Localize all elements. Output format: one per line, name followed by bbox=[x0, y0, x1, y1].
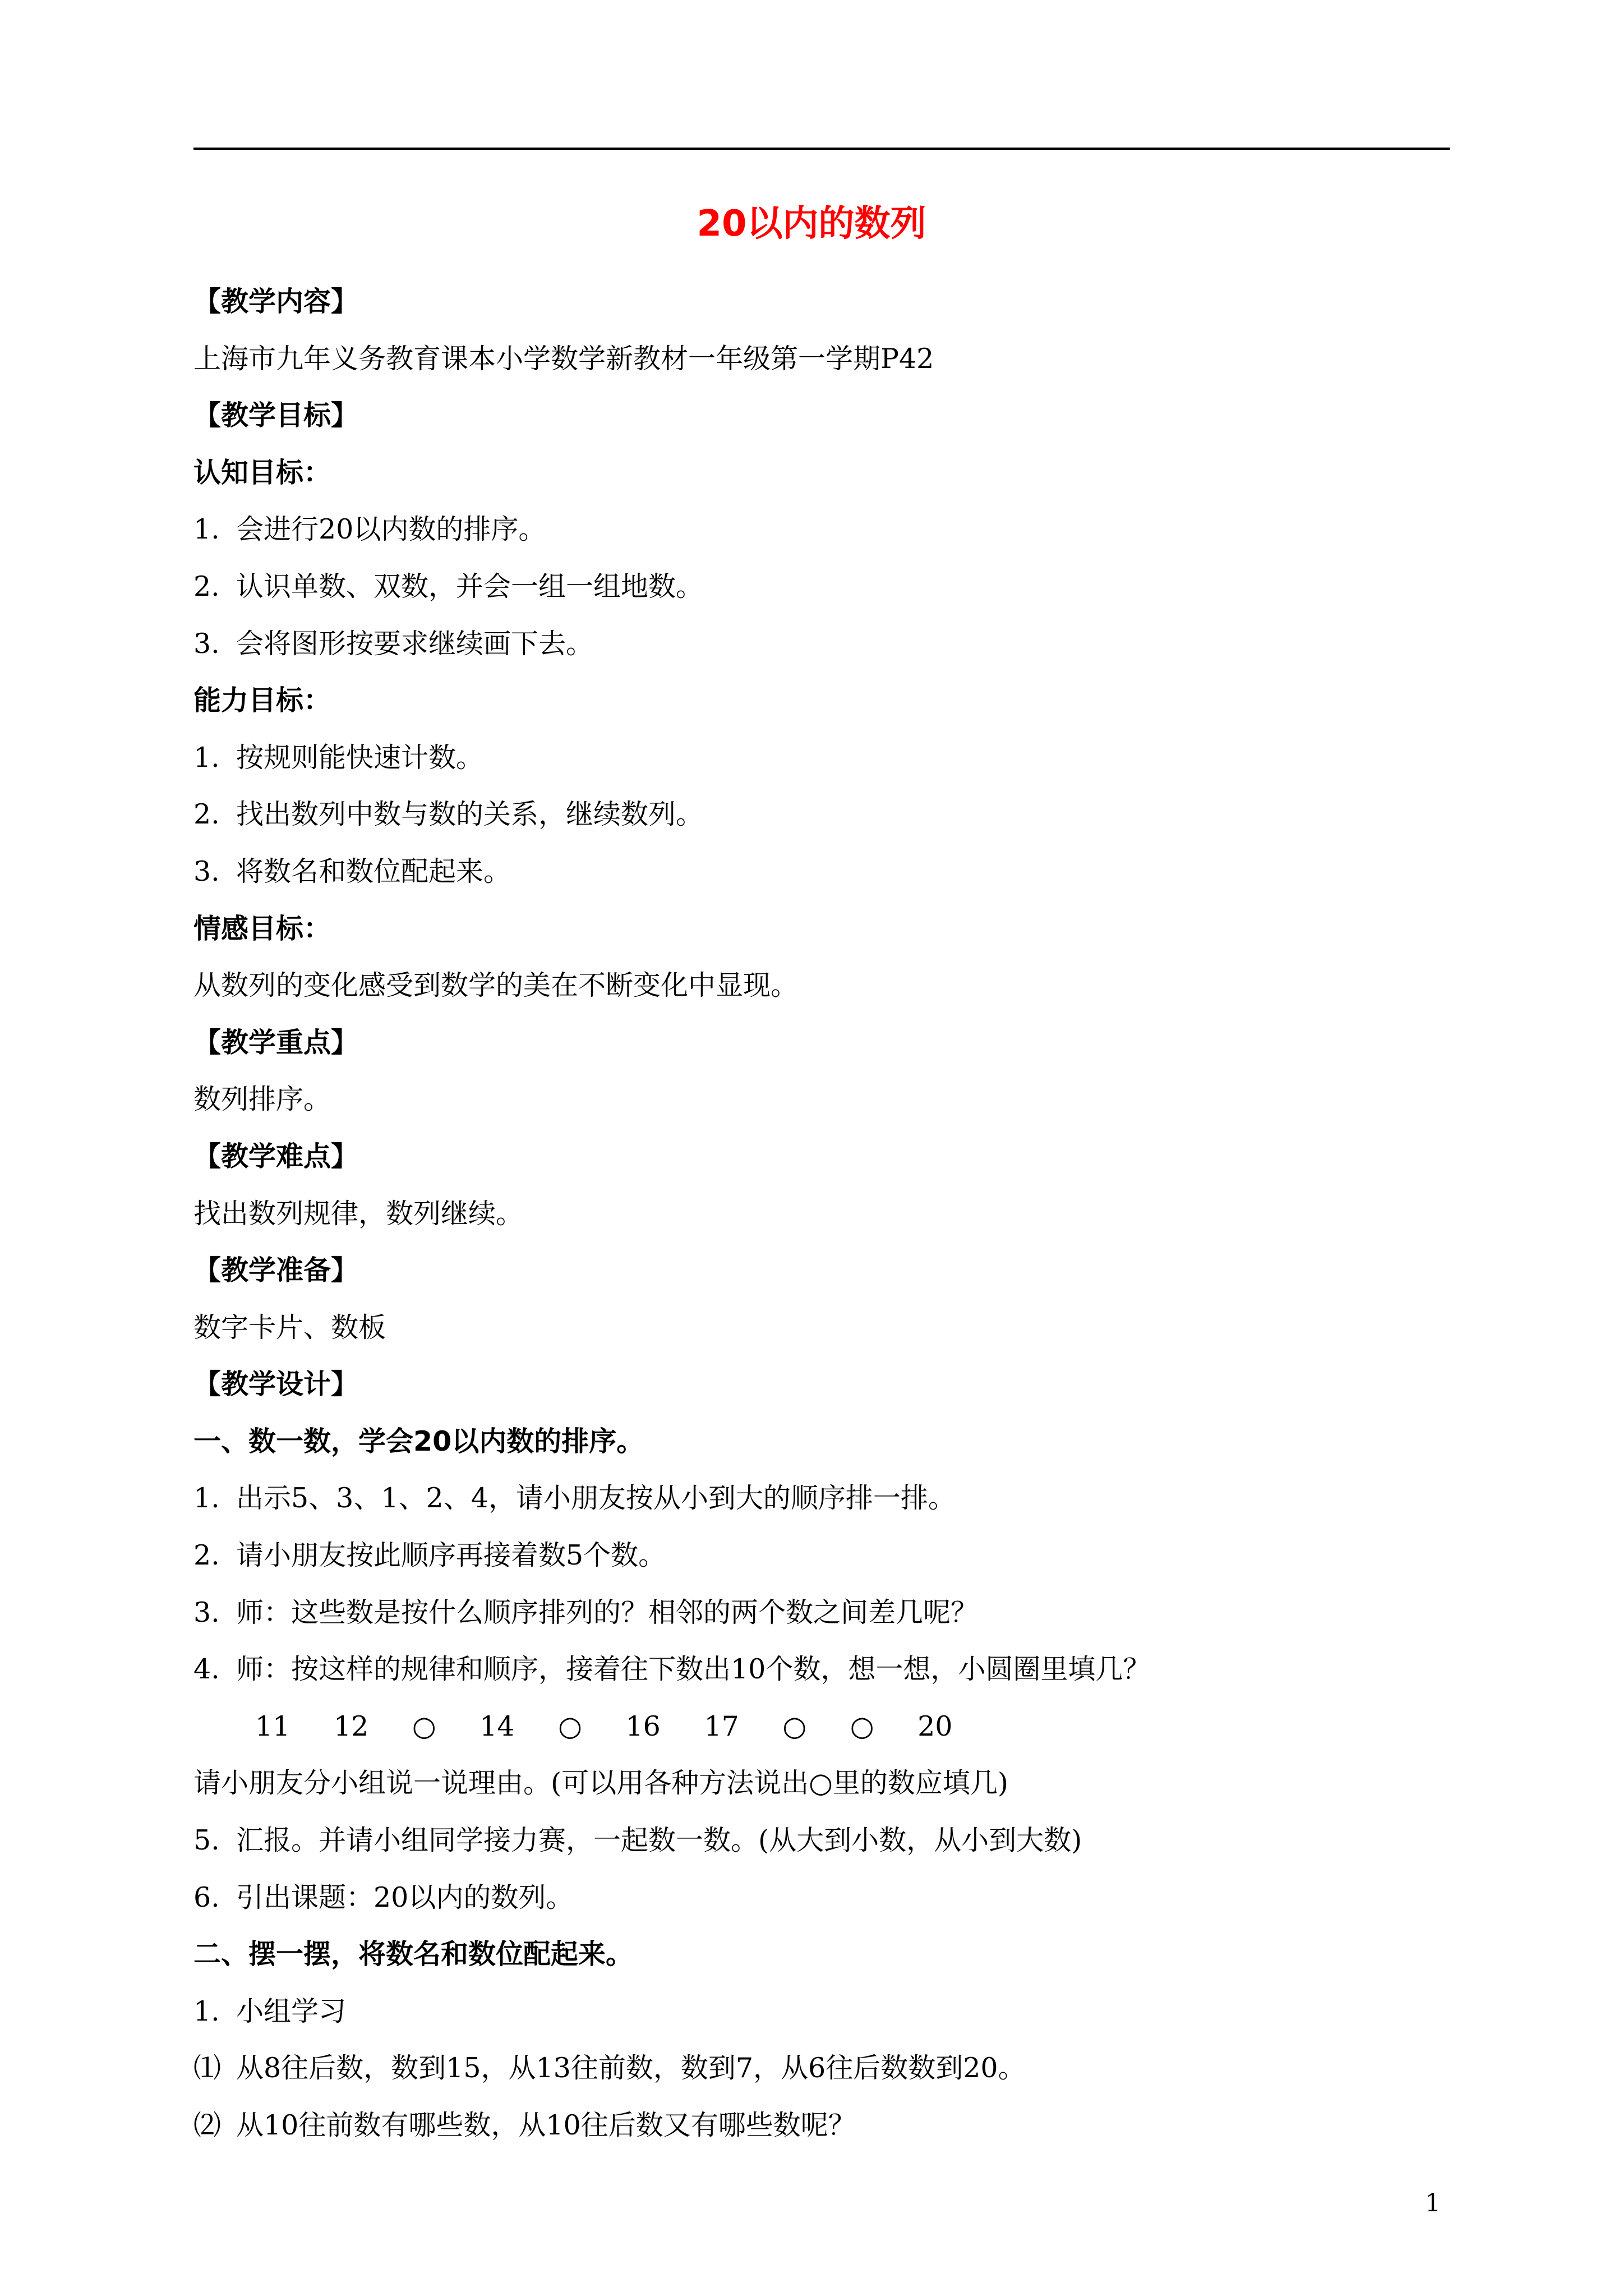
list-item bbox=[193, 1470, 1450, 1527]
content-text: 上海市九年义务教育课本小学数学新教材一年级第一学期P42 bbox=[193, 342, 934, 375]
list-number: 6. bbox=[193, 1881, 220, 1913]
list-number: 5. bbox=[193, 1824, 220, 1857]
list-item bbox=[193, 1584, 1450, 1641]
list-number: 1. bbox=[193, 1482, 220, 1515]
list-text: 找出数列中数与数的关系，继续数列。 bbox=[236, 798, 704, 831]
document-body bbox=[193, 273, 1450, 2154]
list-item bbox=[193, 1641, 1450, 1698]
list-item bbox=[193, 615, 1450, 673]
list-text: 按规则能快速计数。 bbox=[236, 741, 484, 774]
sequence-blank-circle: ○ bbox=[782, 1710, 807, 1742]
sequence-item: 12 bbox=[333, 1710, 369, 1742]
section-heading-design: 【教学设计】 bbox=[193, 1368, 359, 1401]
sequence-blank-circle: ○ bbox=[412, 1710, 436, 1742]
section-heading-key: 【教学重点】 bbox=[193, 1026, 359, 1059]
list-text: 师：按这样的规律和顺序，接着往下数出10个数，想一想，小圆圈里填几？ bbox=[236, 1653, 1151, 1686]
list-item bbox=[193, 501, 1450, 558]
sequence-item: 14 bbox=[479, 1710, 515, 1742]
list-item bbox=[193, 2097, 1450, 2154]
part2-heading: 二、摆一摆，将数名和数位配起来。 bbox=[193, 1938, 634, 1971]
list-number: 2. bbox=[193, 1539, 220, 1572]
sequence-item: 17 bbox=[704, 1710, 739, 1742]
list-item bbox=[193, 558, 1450, 615]
prep-text: 数字卡片、数板 bbox=[193, 1311, 386, 1343]
list-item bbox=[193, 786, 1450, 843]
list-number: 4. bbox=[193, 1653, 220, 1686]
list-number: 2. bbox=[193, 570, 220, 602]
list-text: 师：这些数是按什么顺序排列的？相邻的两个数之间差几呢？ bbox=[236, 1596, 979, 1628]
header-rule bbox=[193, 148, 1450, 150]
list-item bbox=[193, 2040, 1450, 2097]
page-number: 1 bbox=[1425, 2189, 1441, 2217]
list-item bbox=[193, 1869, 1450, 1926]
list-number: 3. bbox=[193, 855, 220, 887]
subheading-cognitive: 认知目标： bbox=[193, 456, 331, 489]
section-heading-content: 【教学内容】 bbox=[193, 286, 359, 318]
list-item bbox=[193, 1527, 1450, 1584]
sequence-blank-circle: ○ bbox=[558, 1710, 582, 1742]
list-number: ⑴ bbox=[193, 2052, 222, 2085]
list-number: 3. bbox=[193, 627, 220, 660]
sequence-blank-circle: ○ bbox=[850, 1710, 874, 1742]
list-text: 从8往后数，数到15，从13往前数，数到7，从6往后数数到20。 bbox=[236, 2052, 1026, 2085]
list-number: 3. bbox=[193, 1596, 220, 1628]
list-number: ⑵ bbox=[193, 2109, 222, 2141]
sequence-item: 20 bbox=[917, 1710, 953, 1742]
section-heading-prep: 【教学准备】 bbox=[193, 1254, 359, 1287]
list-number: 1. bbox=[193, 513, 220, 546]
list-text: 认识单数、双数，并会一组一组地数。 bbox=[236, 570, 704, 602]
list-number: 1. bbox=[193, 741, 220, 774]
list-item bbox=[193, 1812, 1450, 1869]
section-heading-goals: 【教学目标】 bbox=[193, 399, 359, 432]
part1-heading: 一、数一数，学会20以内数的排序。 bbox=[193, 1425, 644, 1457]
sequence-item: 11 bbox=[255, 1710, 291, 1742]
list-number: 1. bbox=[193, 1995, 220, 2027]
list-text: 会将图形按要求继续画下去。 bbox=[236, 627, 594, 660]
group-reason-text: 请小朋友分小组说一说理由。(可以用各种方法说出○里的数应填几) bbox=[193, 1767, 1008, 1800]
list-item bbox=[193, 1983, 1450, 2040]
list-text: 引出课题：20以内的数列。 bbox=[236, 1881, 574, 1913]
list-text: 请小朋友按此顺序再接着数5个数。 bbox=[236, 1539, 666, 1572]
difficulty-text: 找出数列规律，数列继续。 bbox=[193, 1197, 524, 1230]
list-text: 小组学习 bbox=[236, 1995, 347, 2027]
subheading-emotion: 情感目标： bbox=[193, 912, 331, 945]
emotion-text: 从数列的变化感受到数学的美在不断变化中显现。 bbox=[193, 969, 799, 1002]
section-heading-difficulty: 【教学难点】 bbox=[193, 1140, 359, 1172]
list-text: 从10往前数有哪些数，从10往后数又有哪些数呢？ bbox=[236, 2109, 856, 2141]
list-text: 会进行20以内数的排序。 bbox=[236, 513, 546, 546]
sequence-item: 16 bbox=[625, 1710, 661, 1742]
list-text: 汇报。并请小组同学接力赛，一起数一数。(从大到小数，从小到大数) bbox=[236, 1824, 1082, 1857]
list-text: 将数名和数位配起来。 bbox=[236, 855, 511, 887]
key-text: 数列排序。 bbox=[193, 1083, 331, 1116]
list-item bbox=[193, 843, 1450, 900]
list-text: 出示5、3、1、2、4，请小朋友按从小到大的顺序排一排。 bbox=[236, 1482, 956, 1515]
document-title: 20以内的数列 bbox=[697, 203, 926, 245]
list-number: 2. bbox=[193, 798, 220, 831]
list-item bbox=[193, 729, 1450, 786]
number-sequence bbox=[193, 1698, 1450, 1755]
subheading-ability: 能力目标： bbox=[193, 684, 331, 717]
